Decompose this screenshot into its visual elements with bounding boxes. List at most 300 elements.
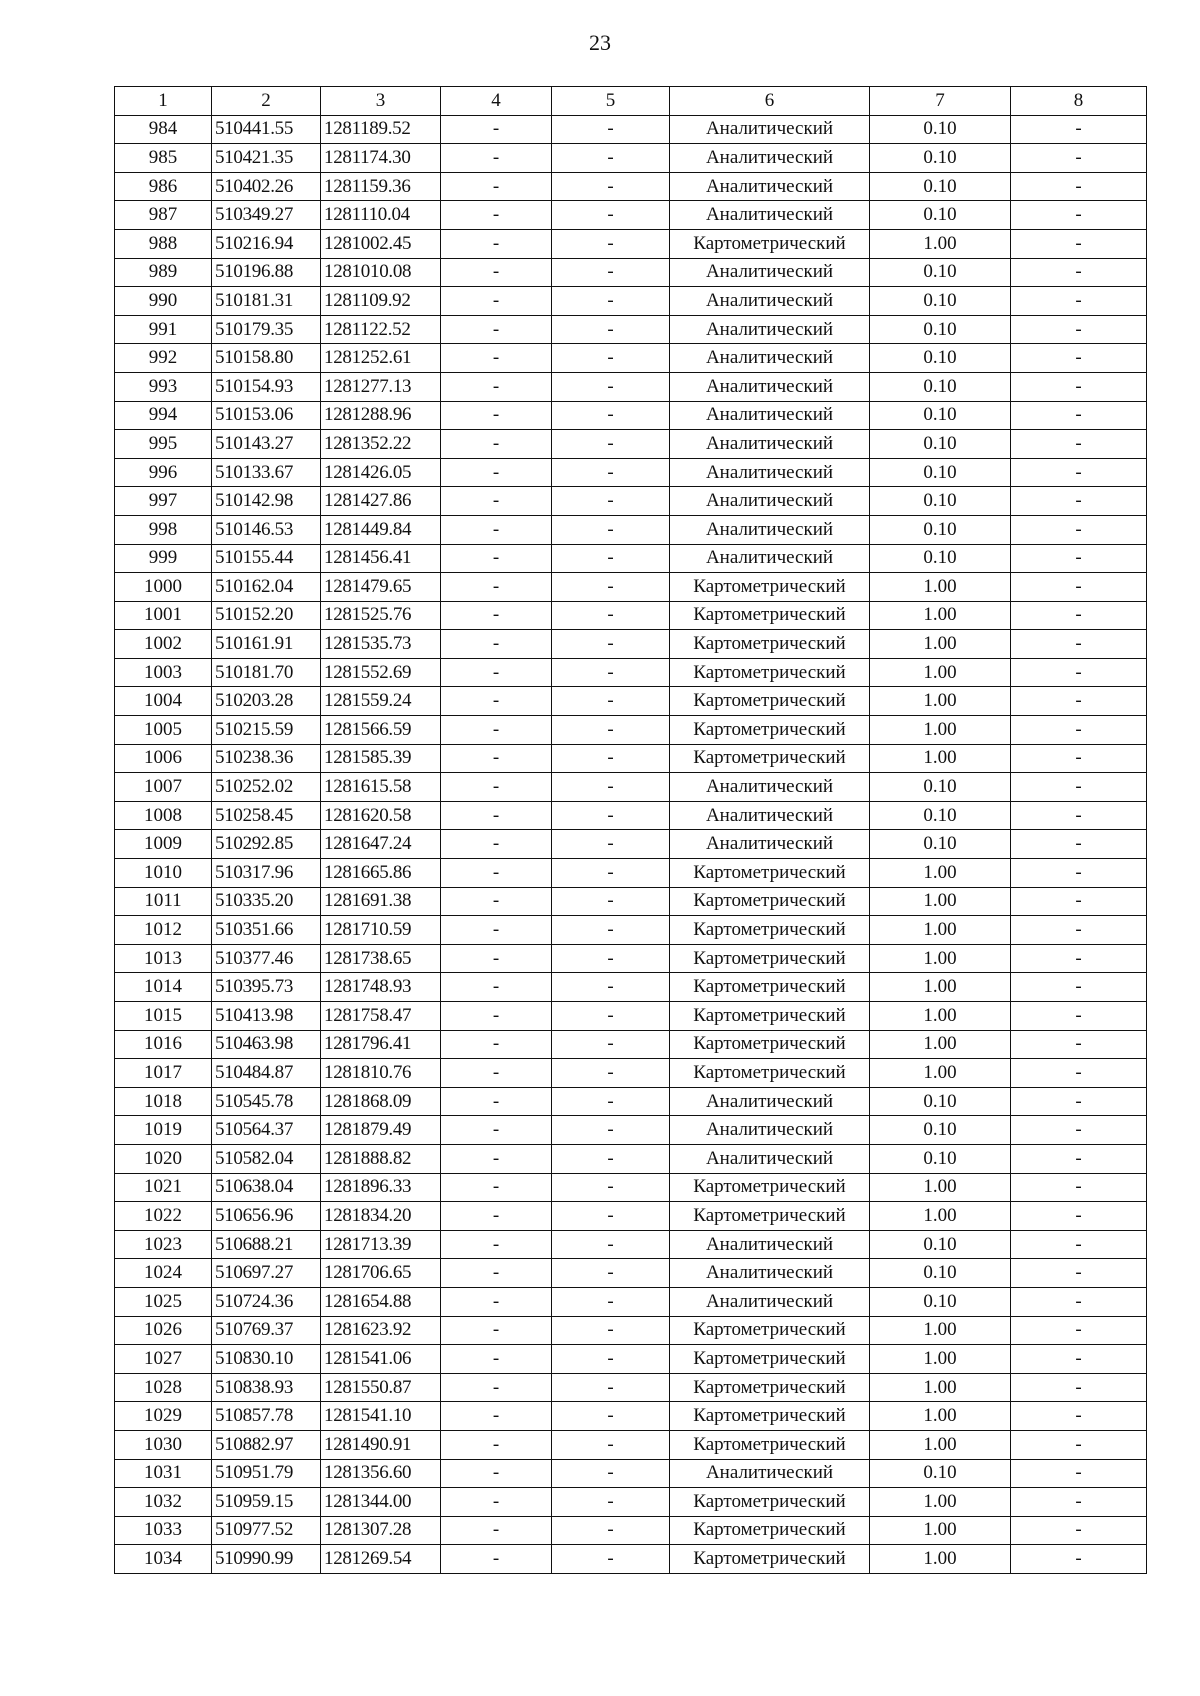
point-number-cell: 1023: [115, 1230, 212, 1259]
col4-cell: -: [441, 1488, 552, 1517]
method-cell: Картометрический: [670, 1516, 870, 1545]
method-cell: Аналитический: [670, 544, 870, 573]
col5-cell: -: [552, 1345, 670, 1374]
method-cell: Картометрический: [670, 859, 870, 888]
point-number-cell: 991: [115, 315, 212, 344]
accuracy-cell: 0.10: [870, 1116, 1011, 1145]
y-coordinate-cell: 1281277.13: [321, 372, 441, 401]
page-number: 23: [589, 30, 611, 55]
col5-cell: -: [552, 973, 670, 1002]
accuracy-cell: 1.00: [870, 658, 1011, 687]
x-coordinate-cell: 510377.46: [212, 944, 321, 973]
accuracy-cell: 1.00: [870, 1488, 1011, 1517]
col8-cell: -: [1011, 1030, 1147, 1059]
x-coordinate-cell: 510335.20: [212, 887, 321, 916]
point-number-cell: 1017: [115, 1059, 212, 1088]
method-cell: Аналитический: [670, 1144, 870, 1173]
point-number-cell: 994: [115, 401, 212, 430]
col4-cell: -: [441, 601, 552, 630]
method-cell: Аналитический: [670, 201, 870, 230]
accuracy-cell: 1.00: [870, 1373, 1011, 1402]
method-cell: Аналитический: [670, 1087, 870, 1116]
point-number-cell: 1004: [115, 687, 212, 716]
col5-cell: -: [552, 1230, 670, 1259]
y-coordinate-cell: 1281535.73: [321, 630, 441, 659]
col8-cell: -: [1011, 973, 1147, 1002]
col4-cell: -: [441, 573, 552, 602]
col8-cell: -: [1011, 1059, 1147, 1088]
y-coordinate-cell: 1281896.33: [321, 1173, 441, 1202]
table-row: [115, 115, 1147, 144]
col4-cell: -: [441, 229, 552, 258]
col5-cell: -: [552, 716, 670, 745]
accuracy-cell: 1.00: [870, 601, 1011, 630]
accuracy-cell: 1.00: [870, 916, 1011, 945]
x-coordinate-cell: 510990.99: [212, 1545, 321, 1574]
col4-cell: -: [441, 801, 552, 830]
method-cell: Картометрический: [670, 973, 870, 1002]
col8-cell: -: [1011, 944, 1147, 973]
table-row: [115, 1545, 1147, 1574]
point-number-cell: 1007: [115, 773, 212, 802]
col5-cell: -: [552, 1459, 670, 1488]
col8-cell: -: [1011, 1230, 1147, 1259]
col5-cell: -: [552, 630, 670, 659]
col5-cell: -: [552, 372, 670, 401]
accuracy-cell: 1.00: [870, 973, 1011, 1002]
x-coordinate-cell: 510413.98: [212, 1002, 321, 1031]
point-number-cell: 997: [115, 487, 212, 516]
x-coordinate-cell: 510857.78: [212, 1402, 321, 1431]
y-coordinate-cell: 1281122.52: [321, 315, 441, 344]
col4-cell: -: [441, 115, 552, 144]
col5-cell: -: [552, 801, 670, 830]
table-row: [115, 401, 1147, 430]
point-number-cell: 1028: [115, 1373, 212, 1402]
accuracy-cell: 0.10: [870, 830, 1011, 859]
y-coordinate-cell: 1281888.82: [321, 1144, 441, 1173]
col5-cell: -: [552, 601, 670, 630]
col5-cell: -: [552, 401, 670, 430]
y-coordinate-cell: 1281288.96: [321, 401, 441, 430]
col4-cell: -: [441, 144, 552, 173]
accuracy-cell: 1.00: [870, 1402, 1011, 1431]
point-number-cell: 998: [115, 515, 212, 544]
header-cell-3: 3: [321, 87, 441, 116]
header-cell-2: 2: [212, 87, 321, 116]
method-cell: Картометрический: [670, 1545, 870, 1574]
point-number-cell: 1020: [115, 1144, 212, 1173]
col8-cell: -: [1011, 916, 1147, 945]
col8-cell: -: [1011, 573, 1147, 602]
col4-cell: -: [441, 773, 552, 802]
table-row: [115, 229, 1147, 258]
table-row: [115, 1373, 1147, 1402]
method-cell: Аналитический: [670, 515, 870, 544]
col8-cell: -: [1011, 1345, 1147, 1374]
accuracy-cell: 1.00: [870, 1030, 1011, 1059]
point-number-cell: 1032: [115, 1488, 212, 1517]
table-row: [115, 1173, 1147, 1202]
x-coordinate-cell: 510203.28: [212, 687, 321, 716]
col5-cell: -: [552, 172, 670, 201]
table-row: [115, 973, 1147, 1002]
col8-cell: -: [1011, 1516, 1147, 1545]
y-coordinate-cell: 1281552.69: [321, 658, 441, 687]
col8-cell: -: [1011, 115, 1147, 144]
col4-cell: -: [441, 487, 552, 516]
accuracy-cell: 1.00: [870, 1002, 1011, 1031]
x-coordinate-cell: 510258.45: [212, 801, 321, 830]
y-coordinate-cell: 1281748.93: [321, 973, 441, 1002]
method-cell: Аналитический: [670, 115, 870, 144]
col8-cell: -: [1011, 1173, 1147, 1202]
point-number-cell: 1033: [115, 1516, 212, 1545]
point-number-cell: 1021: [115, 1173, 212, 1202]
col5-cell: -: [552, 573, 670, 602]
col8-cell: -: [1011, 515, 1147, 544]
x-coordinate-cell: 510181.31: [212, 287, 321, 316]
accuracy-cell: 0.10: [870, 773, 1011, 802]
col8-cell: -: [1011, 487, 1147, 516]
x-coordinate-cell: 510882.97: [212, 1430, 321, 1459]
col8-cell: -: [1011, 372, 1147, 401]
method-cell: Аналитический: [670, 1230, 870, 1259]
table-row: [115, 1087, 1147, 1116]
accuracy-cell: 0.10: [870, 1230, 1011, 1259]
y-coordinate-cell: 1281550.87: [321, 1373, 441, 1402]
y-coordinate-cell: 1281010.08: [321, 258, 441, 287]
col8-cell: -: [1011, 458, 1147, 487]
col5-cell: -: [552, 115, 670, 144]
x-coordinate-cell: 510402.26: [212, 172, 321, 201]
point-number-cell: 1011: [115, 887, 212, 916]
col4-cell: -: [441, 258, 552, 287]
x-coordinate-cell: 510317.96: [212, 859, 321, 888]
y-coordinate-cell: 1281456.41: [321, 544, 441, 573]
point-number-cell: 988: [115, 229, 212, 258]
method-cell: Аналитический: [670, 430, 870, 459]
header-cell-8: 8: [1011, 87, 1147, 116]
y-coordinate-cell: 1281585.39: [321, 744, 441, 773]
col8-cell: -: [1011, 258, 1147, 287]
point-number-cell: 992: [115, 344, 212, 373]
table-row: [115, 716, 1147, 745]
table-row: [115, 1230, 1147, 1259]
accuracy-cell: 1.00: [870, 1202, 1011, 1231]
col5-cell: -: [552, 1059, 670, 1088]
table-row: [115, 430, 1147, 459]
col8-cell: -: [1011, 144, 1147, 173]
table-row: [115, 144, 1147, 173]
col4-cell: -: [441, 315, 552, 344]
accuracy-cell: 0.10: [870, 144, 1011, 173]
y-coordinate-cell: 1281189.52: [321, 115, 441, 144]
header-row: [115, 87, 1147, 116]
x-coordinate-cell: 510146.53: [212, 515, 321, 544]
col4-cell: -: [441, 658, 552, 687]
col5-cell: -: [552, 1516, 670, 1545]
y-coordinate-cell: 1281710.59: [321, 916, 441, 945]
x-coordinate-cell: 510545.78: [212, 1087, 321, 1116]
col4-cell: -: [441, 630, 552, 659]
table-row: [115, 1116, 1147, 1145]
col5-cell: -: [552, 773, 670, 802]
accuracy-cell: 0.10: [870, 1459, 1011, 1488]
table-row: [115, 372, 1147, 401]
col8-cell: -: [1011, 744, 1147, 773]
method-cell: Аналитический: [670, 287, 870, 316]
table-row: [115, 1488, 1147, 1517]
col5-cell: -: [552, 658, 670, 687]
col8-cell: -: [1011, 716, 1147, 745]
table-row: [115, 315, 1147, 344]
col4-cell: -: [441, 944, 552, 973]
method-cell: Картометрический: [670, 916, 870, 945]
accuracy-cell: 0.10: [870, 287, 1011, 316]
y-coordinate-cell: 1281654.88: [321, 1287, 441, 1316]
col4-cell: -: [441, 1345, 552, 1374]
y-coordinate-cell: 1281810.76: [321, 1059, 441, 1088]
accuracy-cell: 0.10: [870, 115, 1011, 144]
table-row: [115, 201, 1147, 230]
col5-cell: -: [552, 458, 670, 487]
y-coordinate-cell: 1281490.91: [321, 1430, 441, 1459]
accuracy-cell: 1.00: [870, 1173, 1011, 1202]
y-coordinate-cell: 1281109.92: [321, 287, 441, 316]
y-coordinate-cell: 1281352.22: [321, 430, 441, 459]
col8-cell: -: [1011, 1545, 1147, 1574]
x-coordinate-cell: 510238.36: [212, 744, 321, 773]
col4-cell: -: [441, 1259, 552, 1288]
accuracy-cell: 0.10: [870, 458, 1011, 487]
table-row: [115, 630, 1147, 659]
accuracy-cell: 0.10: [870, 315, 1011, 344]
accuracy-cell: 1.00: [870, 1545, 1011, 1574]
col4-cell: -: [441, 1087, 552, 1116]
x-coordinate-cell: 510158.80: [212, 344, 321, 373]
accuracy-cell: 1.00: [870, 944, 1011, 973]
method-cell: Аналитический: [670, 1459, 870, 1488]
y-coordinate-cell: 1281620.58: [321, 801, 441, 830]
y-coordinate-cell: 1281269.54: [321, 1545, 441, 1574]
table-row: [115, 801, 1147, 830]
table-row: [115, 344, 1147, 373]
x-coordinate-cell: 510154.93: [212, 372, 321, 401]
x-coordinate-cell: 510215.59: [212, 716, 321, 745]
table-row: [115, 744, 1147, 773]
method-cell: Картометрический: [670, 601, 870, 630]
method-cell: Аналитический: [670, 773, 870, 802]
table-row: [115, 487, 1147, 516]
accuracy-cell: 1.00: [870, 716, 1011, 745]
col5-cell: -: [552, 744, 670, 773]
point-number-cell: 989: [115, 258, 212, 287]
table-row: [115, 1287, 1147, 1316]
x-coordinate-cell: 510142.98: [212, 487, 321, 516]
x-coordinate-cell: 510216.94: [212, 229, 321, 258]
method-cell: Картометрический: [670, 1488, 870, 1517]
method-cell: Картометрический: [670, 1402, 870, 1431]
table-header: [115, 87, 1147, 116]
method-cell: Аналитический: [670, 372, 870, 401]
col5-cell: -: [552, 1287, 670, 1316]
y-coordinate-cell: 1281706.65: [321, 1259, 441, 1288]
col5-cell: -: [552, 1202, 670, 1231]
col8-cell: -: [1011, 430, 1147, 459]
method-cell: Картометрический: [670, 229, 870, 258]
point-number-cell: 1026: [115, 1316, 212, 1345]
accuracy-cell: 0.10: [870, 515, 1011, 544]
y-coordinate-cell: 1281356.60: [321, 1459, 441, 1488]
col4-cell: -: [441, 1287, 552, 1316]
method-cell: Картометрический: [670, 1202, 870, 1231]
accuracy-cell: 0.10: [870, 172, 1011, 201]
y-coordinate-cell: 1281834.20: [321, 1202, 441, 1231]
accuracy-cell: 0.10: [870, 487, 1011, 516]
table-row: [115, 887, 1147, 916]
accuracy-cell: 1.00: [870, 1316, 1011, 1345]
table-row: [115, 1402, 1147, 1431]
table-row: [115, 1459, 1147, 1488]
col4-cell: -: [441, 344, 552, 373]
table-row: [115, 458, 1147, 487]
col8-cell: -: [1011, 801, 1147, 830]
x-coordinate-cell: 510153.06: [212, 401, 321, 430]
table-row: [115, 1516, 1147, 1545]
col5-cell: -: [552, 1488, 670, 1517]
y-coordinate-cell: 1281738.65: [321, 944, 441, 973]
point-number-cell: 1030: [115, 1430, 212, 1459]
col8-cell: -: [1011, 1287, 1147, 1316]
col5-cell: -: [552, 687, 670, 716]
y-coordinate-cell: 1281110.04: [321, 201, 441, 230]
x-coordinate-cell: 510143.27: [212, 430, 321, 459]
col4-cell: -: [441, 859, 552, 888]
col8-cell: -: [1011, 830, 1147, 859]
method-cell: Аналитический: [670, 487, 870, 516]
x-coordinate-cell: 510638.04: [212, 1173, 321, 1202]
y-coordinate-cell: 1281479.65: [321, 573, 441, 602]
method-cell: Картометрический: [670, 658, 870, 687]
accuracy-cell: 0.10: [870, 344, 1011, 373]
accuracy-cell: 0.10: [870, 258, 1011, 287]
point-number-cell: 1002: [115, 630, 212, 659]
point-number-cell: 993: [115, 372, 212, 401]
col5-cell: -: [552, 1373, 670, 1402]
y-coordinate-cell: 1281796.41: [321, 1030, 441, 1059]
point-number-cell: 1025: [115, 1287, 212, 1316]
col8-cell: -: [1011, 315, 1147, 344]
point-number-cell: 996: [115, 458, 212, 487]
y-coordinate-cell: 1281252.61: [321, 344, 441, 373]
point-number-cell: 1003: [115, 658, 212, 687]
col4-cell: -: [441, 430, 552, 459]
point-number-cell: 1024: [115, 1259, 212, 1288]
col4-cell: -: [441, 916, 552, 945]
col8-cell: -: [1011, 344, 1147, 373]
col8-cell: -: [1011, 1116, 1147, 1145]
col8-cell: -: [1011, 544, 1147, 573]
col5-cell: -: [552, 487, 670, 516]
point-number-cell: 1022: [115, 1202, 212, 1231]
accuracy-cell: 0.10: [870, 401, 1011, 430]
method-cell: Картометрический: [670, 630, 870, 659]
col8-cell: -: [1011, 859, 1147, 888]
col5-cell: -: [552, 887, 670, 916]
col4-cell: -: [441, 887, 552, 916]
point-number-cell: 1013: [115, 944, 212, 973]
table-row: [115, 1430, 1147, 1459]
table-row: [115, 515, 1147, 544]
col4-cell: -: [441, 1030, 552, 1059]
x-coordinate-cell: 510395.73: [212, 973, 321, 1002]
table-row: [115, 830, 1147, 859]
point-number-cell: 1009: [115, 830, 212, 859]
point-number-cell: 1006: [115, 744, 212, 773]
col8-cell: -: [1011, 773, 1147, 802]
y-coordinate-cell: 1281159.36: [321, 172, 441, 201]
x-coordinate-cell: 510152.20: [212, 601, 321, 630]
point-number-cell: 1016: [115, 1030, 212, 1059]
col5-cell: -: [552, 515, 670, 544]
col8-cell: -: [1011, 601, 1147, 630]
col4-cell: -: [441, 515, 552, 544]
col8-cell: -: [1011, 201, 1147, 230]
method-cell: Картометрический: [670, 1173, 870, 1202]
col4-cell: -: [441, 1545, 552, 1574]
col5-cell: -: [552, 1087, 670, 1116]
method-cell: Аналитический: [670, 344, 870, 373]
header-cell-5: 5: [552, 87, 670, 116]
col8-cell: -: [1011, 287, 1147, 316]
y-coordinate-cell: 1281879.49: [321, 1116, 441, 1145]
col5-cell: -: [552, 1430, 670, 1459]
y-coordinate-cell: 1281344.00: [321, 1488, 441, 1517]
col4-cell: -: [441, 830, 552, 859]
coordinates-table: [114, 86, 1147, 1574]
x-coordinate-cell: 510421.35: [212, 144, 321, 173]
col5-cell: -: [552, 315, 670, 344]
point-number-cell: 987: [115, 201, 212, 230]
header-cell-4: 4: [441, 87, 552, 116]
method-cell: Картометрический: [670, 744, 870, 773]
x-coordinate-cell: 510349.27: [212, 201, 321, 230]
table-row: [115, 687, 1147, 716]
x-coordinate-cell: 510582.04: [212, 1144, 321, 1173]
accuracy-cell: 0.10: [870, 201, 1011, 230]
table-row: [115, 773, 1147, 802]
y-coordinate-cell: 1281427.86: [321, 487, 441, 516]
y-coordinate-cell: 1281623.92: [321, 1316, 441, 1345]
accuracy-cell: 1.00: [870, 1516, 1011, 1545]
table-row: [115, 1345, 1147, 1374]
x-coordinate-cell: 510484.87: [212, 1059, 321, 1088]
col4-cell: -: [441, 401, 552, 430]
point-number-cell: 984: [115, 115, 212, 144]
x-coordinate-cell: 510252.02: [212, 773, 321, 802]
y-coordinate-cell: 1281713.39: [321, 1230, 441, 1259]
y-coordinate-cell: 1281426.05: [321, 458, 441, 487]
method-cell: Картометрический: [670, 1030, 870, 1059]
y-coordinate-cell: 1281691.38: [321, 887, 441, 916]
method-cell: Аналитический: [670, 401, 870, 430]
table-row: [115, 1059, 1147, 1088]
method-cell: Аналитический: [670, 1259, 870, 1288]
col4-cell: -: [441, 1116, 552, 1145]
x-coordinate-cell: 510724.36: [212, 1287, 321, 1316]
table-row: [115, 658, 1147, 687]
